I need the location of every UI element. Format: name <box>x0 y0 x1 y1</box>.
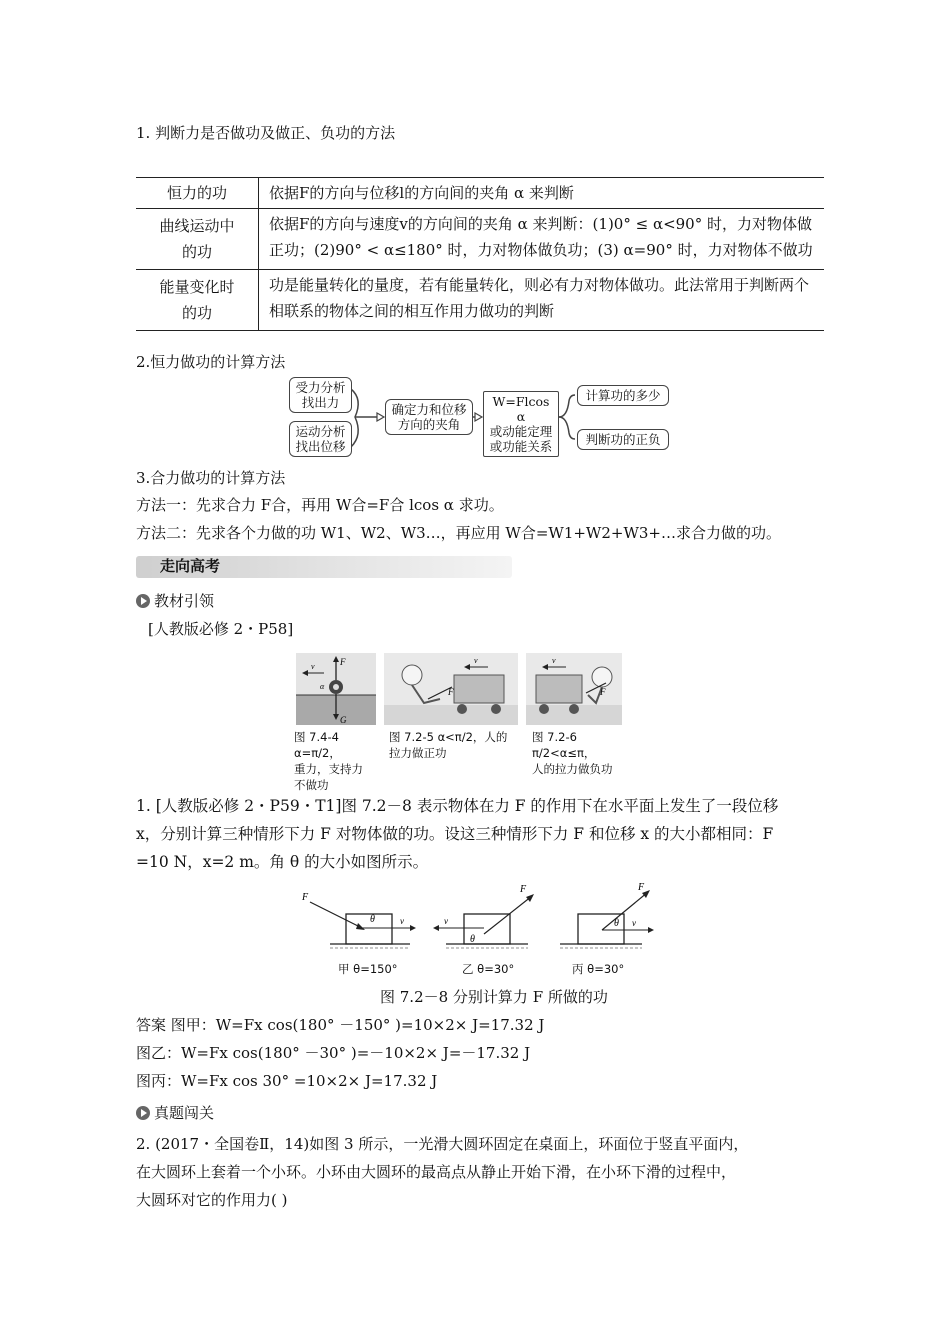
figure-pull-negative <box>526 653 622 725</box>
svg-text:θ: θ <box>614 918 619 929</box>
svg-text:v: v <box>444 916 448 926</box>
play-icon <box>136 594 150 608</box>
exam-line3: 大圆环对它的作用力( ) <box>136 1191 288 1209</box>
svg-text:v: v <box>474 656 478 665</box>
answer-jia: 答案 图甲：W=Fx cos(180° －150° )=10×2× J=17.32 J <box>136 1016 545 1034</box>
svg-text:G: G <box>340 715 347 725</box>
row-value: 功是能量转化的量度，若有能量转化，则必有力对物体做功。此法常用于判断两个相联系的物体之间的相互作用力做功的判断 <box>259 270 825 331</box>
figure-gravity-support <box>296 653 376 725</box>
figure-pull-positive <box>384 653 518 725</box>
svg-text:F: F <box>600 687 606 697</box>
svg-text:v: v <box>552 656 556 665</box>
exam-line2: 在大圆环上套着一个小环。小环由大圆环的最高点从静止开始下滑，在小环下滑的过程中， <box>136 1163 737 1181</box>
exam-line1: 2. (2017・全国卷Ⅱ，14)如图 3 所示，一光滑大圆环固定在桌面上，环面位于竖直平面内， <box>136 1135 749 1153</box>
section-banner <box>136 556 512 578</box>
row-value: 依据F的方向与速度v的方向间的夹角 α 来判断：(1)0° ≤ α<90° 时，力对物体做正功；(2)90° < α≤180° 时，力对物体做负功；(3) α=90° 时，力对物体不做功 <box>259 209 825 270</box>
caption-fig-7-2-5: 图 7.2-5 α<π/2，人的 拉力做正功 <box>389 730 508 760</box>
label-bing: 丙 θ=30° <box>572 962 625 976</box>
answer-bing: 图丙：W=Fx cos 30° =10×2× J=17.32 J <box>136 1072 438 1090</box>
caption-fig-7-4-4: 图 7.4-4 α=π/2， 重力，支持力 不做功 <box>294 730 363 792</box>
section3-title: 3.合力做功的计算方法 <box>136 469 286 487</box>
flow-diagram <box>289 377 669 459</box>
method-table <box>136 177 824 331</box>
textbook-heading <box>136 590 214 612</box>
svg-text:α: α <box>320 682 325 691</box>
play-icon <box>136 1106 150 1120</box>
diagram-bing <box>560 882 654 948</box>
pull-cart-diagram <box>384 653 518 725</box>
section1-title: 1. 判断力是否做功及做正、负功的方法 <box>136 124 396 142</box>
row-key: 能量变化时的功 <box>136 270 259 331</box>
method-two: 方法二：先求各个力做的功 W1、W2、W3…，再应用 W合=W1+W2+W3+…求合力做的功。 <box>136 524 781 542</box>
q1-line1: 1. [人教版必修 2・P59・T1]图 7.2－8 表示物体在力 F 的作用下在水平面上发生了一段位移 <box>136 797 779 815</box>
row-value: 依据F的方向与位移l的方向间的夹角 α 来判断 <box>259 178 825 209</box>
svg-text:v: v <box>632 918 636 928</box>
gravity-diagram <box>296 653 376 725</box>
row-key: 恒力的功 <box>136 178 259 209</box>
table-row <box>136 178 824 209</box>
answer-yi: 图乙：W=Fx cos(180° －30° )=－10×2× J=－17.32 J <box>136 1044 531 1062</box>
svg-text:F: F <box>448 687 454 697</box>
q1-line2: x，分别计算三种情形下力 F 对物体做的功。设这三种情形下力 F 和位移 x 的大小都相同：F <box>136 825 774 843</box>
svg-text:F: F <box>520 884 527 895</box>
flow-judge-sign: 判断功的正负 <box>577 429 669 450</box>
diagram-yi <box>433 884 534 948</box>
q1-line3: =10 N，x=2 m。角 θ 的大小如图所示。 <box>136 853 429 871</box>
svg-text:F: F <box>638 882 645 893</box>
exam-heading-label: 真题闯关 <box>154 1104 215 1122</box>
label-yi: 乙 θ=30° <box>462 962 515 976</box>
caption-fig-7-2-6: 图 7.2-6 π/2<α≤π， 人的拉力做负功 <box>532 730 613 776</box>
textbook-heading-label: 教材引领 <box>154 592 215 610</box>
flow-angle: 确定力和位移 方向的夹角 <box>385 399 473 435</box>
fig-7-2-8-caption: 图 7.2－8 分别计算力 F 所做的功 <box>380 988 608 1006</box>
svg-text:v: v <box>311 662 315 671</box>
exam-heading <box>136 1102 214 1124</box>
diagram-jia <box>301 892 416 948</box>
banner-label: 走向高考 <box>160 557 221 575</box>
label-jia: 甲 θ=150° <box>338 962 398 976</box>
svg-text:v: v <box>400 916 404 926</box>
table-row <box>136 209 824 270</box>
flow-force-analysis: 受力分析 找出力 <box>289 377 352 413</box>
svg-text:F: F <box>302 892 309 903</box>
svg-text:F: F <box>340 657 346 667</box>
method-one: 方法一：先求合力 F合，再用 W合=F合 lcos α 求功。 <box>136 496 504 514</box>
table-row <box>136 270 824 331</box>
flow-motion-analysis: 运动分析 找出位移 <box>289 421 352 457</box>
flow-compute-amount: 计算功的多少 <box>577 385 669 406</box>
row-key: 曲线运动中的功 <box>136 209 259 270</box>
svg-text:θ: θ <box>470 934 475 945</box>
push-cart-diagram <box>526 653 622 725</box>
flow-formula: W=Flcos α 或动能定理 或功能关系 <box>483 391 559 457</box>
textbook-source: [人教版必修 2・P58] <box>148 620 294 638</box>
section2-title: 2.恒力做功的计算方法 <box>136 353 286 371</box>
svg-text:θ: θ <box>370 914 375 925</box>
